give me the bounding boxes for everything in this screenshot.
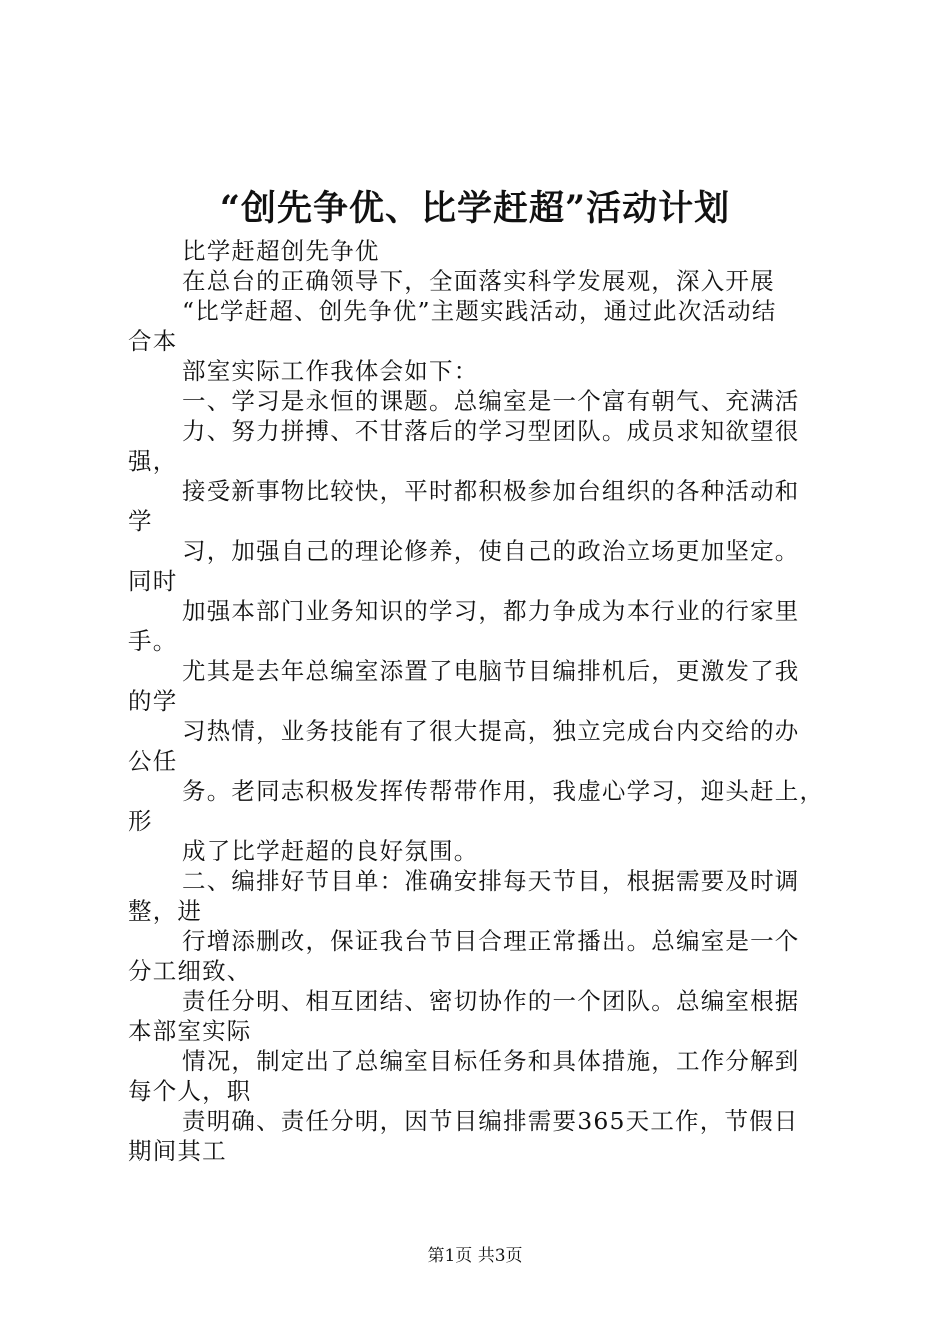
text-line: 在总台的正确领导下，全面落实科学发展观，深入开展 — [182, 267, 775, 295]
text-line: 同时 — [128, 567, 178, 595]
text-line: 形 — [128, 807, 153, 835]
text-line: 整，进 — [128, 897, 203, 925]
text-line: 每个人，职 — [128, 1077, 252, 1105]
text-line: “比学赶超、创先争优”主题实践活动，通过此次活动结 — [182, 297, 777, 325]
text-line: 习热情，业务技能有了很大提高，独立完成台内交给的办 — [182, 717, 800, 745]
document-title: “创先争优、比学赶超”活动计划 — [219, 188, 731, 229]
text-line: 行增添删改，保证我台节目合理正常播出。总编室是一个 — [182, 927, 800, 955]
text-line: 二、编排好节目单：准确安排每天节目，根据需要及时调 — [182, 867, 800, 895]
document-body — [128, 236, 840, 1166]
text-line: 成了比学赶超的良好氛围。 — [182, 837, 479, 865]
text-line: 比学赶超创先争优 — [182, 237, 380, 265]
text-line: 公任 — [128, 747, 178, 775]
text-line: 责任分明、相互团结、密切协作的一个团队。总编室根据 — [182, 987, 800, 1015]
text-line: 尤其是去年总编室添置了电脑节目编排机后，更激发了我 — [182, 657, 800, 685]
text-line: 责明确、责任分明，因节目编排需要365天工作，节假日 — [182, 1107, 799, 1135]
text-line: 期间其工 — [128, 1137, 227, 1165]
text-line: 本部室实际 — [128, 1017, 252, 1045]
text-line: 力、努力拼搏、不甘落后的学习型团队。成员求知欲望很 — [182, 417, 800, 445]
text-line: 强， — [128, 447, 178, 475]
text-line: 加强本部门业务知识的学习，都力争成为本行业的行家里 — [182, 597, 800, 625]
text-line: 的学 — [128, 687, 178, 715]
text-line: 习，加强自己的理论修养，使自己的政治立场更加坚定。 — [182, 537, 800, 565]
text-line: 接受新事物比较快，平时都积极参加台组织的各种活动和 — [182, 477, 800, 505]
text-line: 手。 — [128, 627, 178, 655]
text-line: 分工细致、 — [128, 957, 252, 985]
text-line: 合本 — [128, 327, 178, 355]
text-line: 一、学习是永恒的课题。总编室是一个富有朝气、充满活 — [182, 387, 800, 415]
text-line: 部室实际工作我体会如下： — [182, 357, 479, 385]
text-line: 务。老同志积极发挥传帮带作用，我虚心学习，迎头赶上， — [182, 777, 825, 805]
page-number-footer: 第1页 共3页 — [427, 1246, 523, 1266]
text-line: 学 — [128, 507, 153, 535]
text-line: 情况，制定出了总编室目标任务和具体措施，工作分解到 — [182, 1047, 800, 1075]
